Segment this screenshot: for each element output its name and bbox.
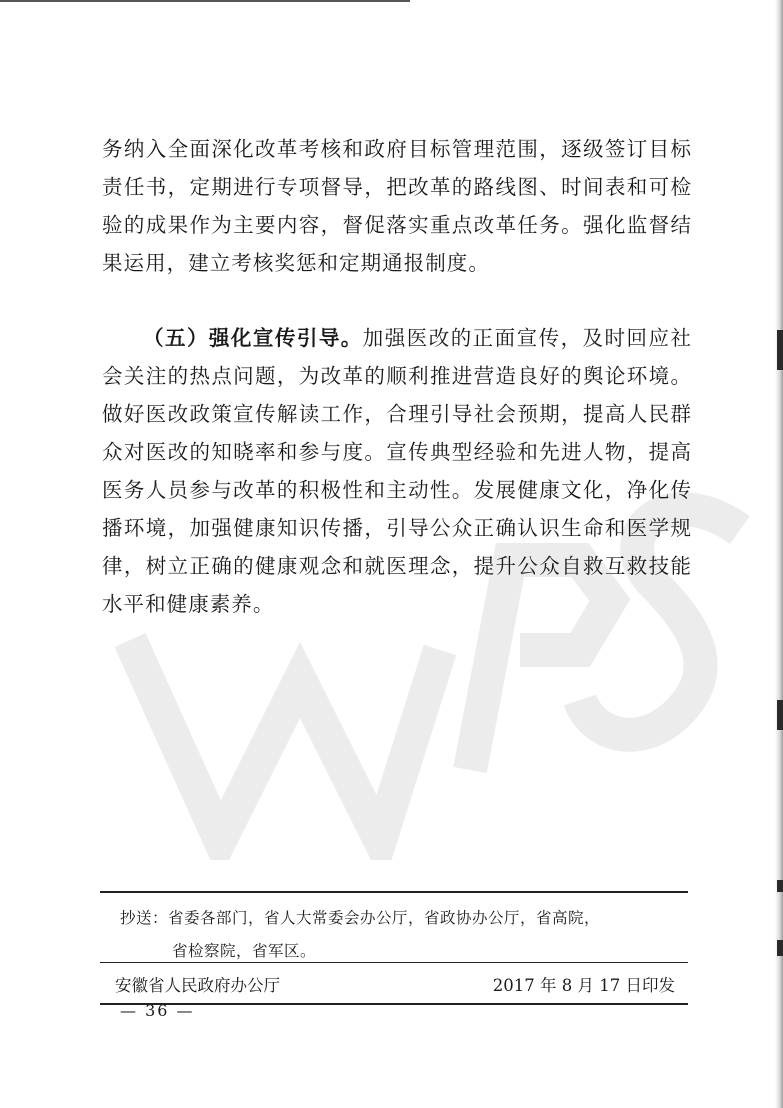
cc-distribution xyxy=(120,902,680,968)
section-heading: （五）强化宣传引导。 xyxy=(143,326,363,350)
watermark-letter-w xyxy=(130,640,440,840)
document-body xyxy=(102,130,692,623)
issue-date: 2017 年 8 月 17 日印发 xyxy=(492,976,675,995)
cc-line-1: 抄送：省委各部门，省人大常委会办公厅，省政协办公厅，省高院， xyxy=(120,909,601,927)
issuer-name: 安徽省人民政府办公厅 xyxy=(115,976,280,995)
top-scan-edge xyxy=(0,0,410,2)
scan-edge-mark xyxy=(777,330,783,370)
scan-edge-mark xyxy=(777,700,783,730)
paragraph-1: 务纳入全面深化改革考核和政府目标管理范围，逐级签订目标责任书，定期进行专项督导，把改革的路线图、时间表和可检验的成果作为主要内容，督促落实重点改革任务。强化监督结果运用，建立考核奖惩和定期通报制度。 xyxy=(102,137,692,275)
issuer-row xyxy=(115,970,675,998)
paragraph-2-body: 加强医改的正面宣传，及时回应社会关注的热点问题，为改革的顺利推进营造良好的舆论环境。做好医改政策宣传解读工作，合理引导社会预期，提高人民群众对医改的知晓率和参与度。宣传典型经验和先进人物，提高医务人员参与改革的积极性和主动性。发展健康文化，净化传播环境，加强健康知识传播，引导公众正确认识生命和医学规律，树立正确的健康观念和就医理念，提升公众自救互救技能水平和健康素养。 xyxy=(102,326,693,616)
scan-edge-mark xyxy=(777,940,783,956)
footer-middle-rule xyxy=(100,962,688,963)
page-number: — 36 — xyxy=(120,1001,195,1020)
cc-line-2: 省检察院，省军区。 xyxy=(172,942,317,960)
footer-top-rule xyxy=(100,891,688,893)
paragraph-2 xyxy=(102,319,692,623)
scan-edge-mark xyxy=(777,880,783,892)
